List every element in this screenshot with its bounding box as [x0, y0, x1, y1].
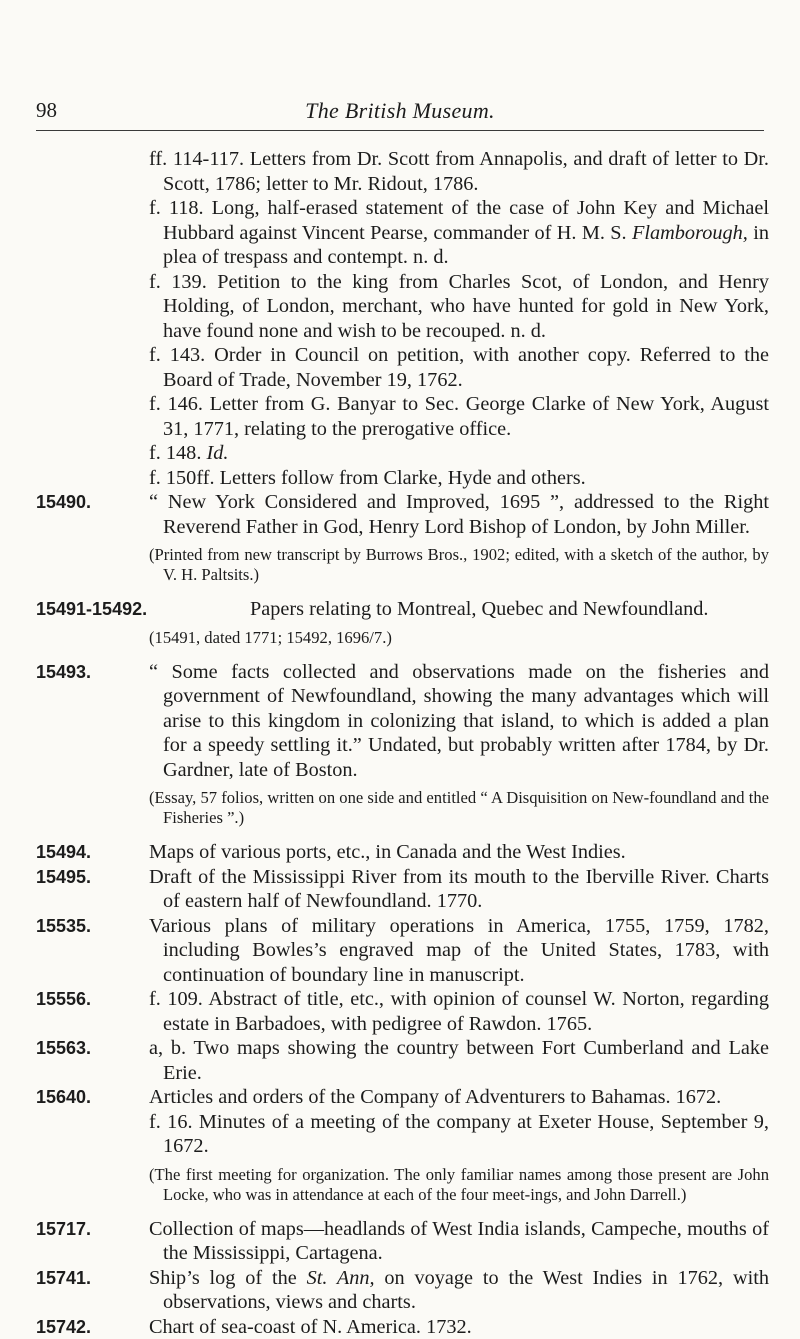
- idem-abbrev: Id.: [206, 442, 228, 464]
- catalog-entry: [36, 987, 769, 1036]
- entry-number: 15563.: [36, 1036, 146, 1061]
- catalog-entry: [36, 865, 769, 914]
- entry-text: Articles and orders of the Company of Adventurers to Bahamas. 1672.: [36, 1085, 769, 1110]
- entry-number: 15535.: [36, 914, 146, 939]
- folio-entry: [36, 441, 769, 466]
- entry-number: 15640.: [36, 1085, 146, 1110]
- entry-number: 15493.: [36, 660, 146, 685]
- entry-note: (15491, dated 1771; 15492, 1696/7.): [36, 628, 769, 648]
- catalog-entry: [36, 840, 769, 865]
- ship-name: Flamborough,: [632, 222, 748, 244]
- folio-entry: f. 143. Order in Council on petition, with another copy. Referred to the Board of Trade, November 19, 1762.: [36, 343, 769, 392]
- page-body: [36, 147, 769, 1339]
- entry-number: 15490.: [36, 490, 146, 515]
- folio-entry: ff. 114-117. Letters from Dr. Scott from Annapolis, and draft of letter to Dr. Scott, 1786; letter to Mr. Ridout, 1786.: [36, 147, 769, 196]
- catalog-entry: [36, 1085, 769, 1205]
- catalog-entry: [36, 490, 769, 585]
- entry-note: (The first meeting for organization. The only familiar names among those present are John Locke, who was in attendance at each of the four meet-ings, and John Darrell.): [36, 1165, 769, 1205]
- entry-text: Papers relating to Montreal, Quebec and Newfoundland.: [36, 597, 769, 622]
- entry-text: “ Some facts collected and observations made on the fisheries and government of Newfoundland, showing the many advantages which will arise to this kingdom in colonizing that island, to which is added a plan for a speedy settling it.” Undated, but probably written after 1784, by Dr. Gardner, late of Boston.: [36, 660, 769, 783]
- entry-text: Various plans of military operations in America, 1755, 1759, 1782, including Bowles’s engraved map of the United States, 1783, with continuation of boundary line in manuscript.: [36, 914, 769, 988]
- entry-number: 15741.: [36, 1266, 146, 1291]
- entry-number: 15494.: [36, 840, 146, 865]
- folio-entry: [36, 196, 769, 270]
- entry-number: 15491-15492.: [36, 597, 236, 622]
- entry-text-part: Ship’s log of the: [149, 1267, 307, 1289]
- ship-name: St. Ann,: [307, 1267, 375, 1289]
- catalog-entry: [36, 1266, 769, 1315]
- entry-text: Collection of maps—headlands of West India islands, Campeche, mouths of the Mississippi, Cartagena.: [36, 1217, 769, 1266]
- entry-text: f. 118. Long, half-erased statement of the case of John Key and Michael Hubbard against Vincent Pearse, commander of H. M. S.: [149, 197, 769, 244]
- entry-subtext: f. 16. Minutes of a meeting of the company at Exeter House, September 9, 1672.: [36, 1110, 769, 1159]
- header-rule: [36, 130, 764, 131]
- catalog-entry: [36, 914, 769, 988]
- folio-entry: f. 139. Petition to the king from Charles Scot, of London, and Henry Holding, of London, merchant, who have hunted for gold in New York, have found none and wish to be recouped. n. d.: [36, 270, 769, 344]
- entry-text: Chart of sea-coast of N. America. 1732.: [36, 1315, 769, 1339]
- entry-note: (Printed from new transcript by Burrows Bros., 1902; edited, with a sketch of the author, by V. H. Paltsits.): [36, 545, 769, 585]
- entry-number: 15556.: [36, 987, 146, 1012]
- entry-text: f. 148.: [149, 442, 206, 464]
- catalog-entry: [36, 1315, 769, 1339]
- entry-number: 15717.: [36, 1217, 146, 1242]
- entry-number: 15495.: [36, 865, 146, 890]
- catalog-entry: [36, 1036, 769, 1085]
- entry-text: “ New York Considered and Improved, 1695 ”, addressed to the Right Reverend Father in God, Henry Lord Bishop of London, by John Miller.: [36, 490, 769, 539]
- entry-text: Draft of the Mississippi River from its mouth to the Iberville River. Charts of eastern half of Newfoundland. 1770.: [36, 865, 769, 914]
- page-number: 98: [36, 98, 57, 123]
- catalog-entry: [36, 1217, 769, 1266]
- folio-entry: f. 146. Letter from G. Banyar to Sec. George Clarke of New York, August 31, 1771, relating to the prerogative office.: [36, 392, 769, 441]
- entry-text: Maps of various ports, etc., in Canada and the West Indies.: [36, 840, 769, 865]
- entry-text: f. 109. Abstract of title, etc., with opinion of counsel W. Norton, regarding estate in Barbadoes, with pedigree of Rawdon. 1765.: [36, 987, 769, 1036]
- entry-text-part: on voyage to the West Indies in 1762, with observations, views and charts.: [163, 1267, 769, 1314]
- entry-text: in plea of trespass and contempt. n. d.: [163, 222, 769, 269]
- entry-note: (Essay, 57 folios, written on one side and entitled “ A Disquisition on New-foundland and the Fisheries ”.): [36, 788, 769, 828]
- entry-text: a, b. Two maps showing the country between Fort Cumberland and Lake Erie.: [36, 1036, 769, 1085]
- running-title: The British Museum.: [0, 98, 800, 124]
- folio-entry: f. 150ff. Letters follow from Clarke, Hyde and others.: [36, 466, 769, 491]
- entry-number: 15742.: [36, 1315, 146, 1339]
- catalog-entry: [36, 660, 769, 829]
- catalog-entry: [36, 597, 769, 648]
